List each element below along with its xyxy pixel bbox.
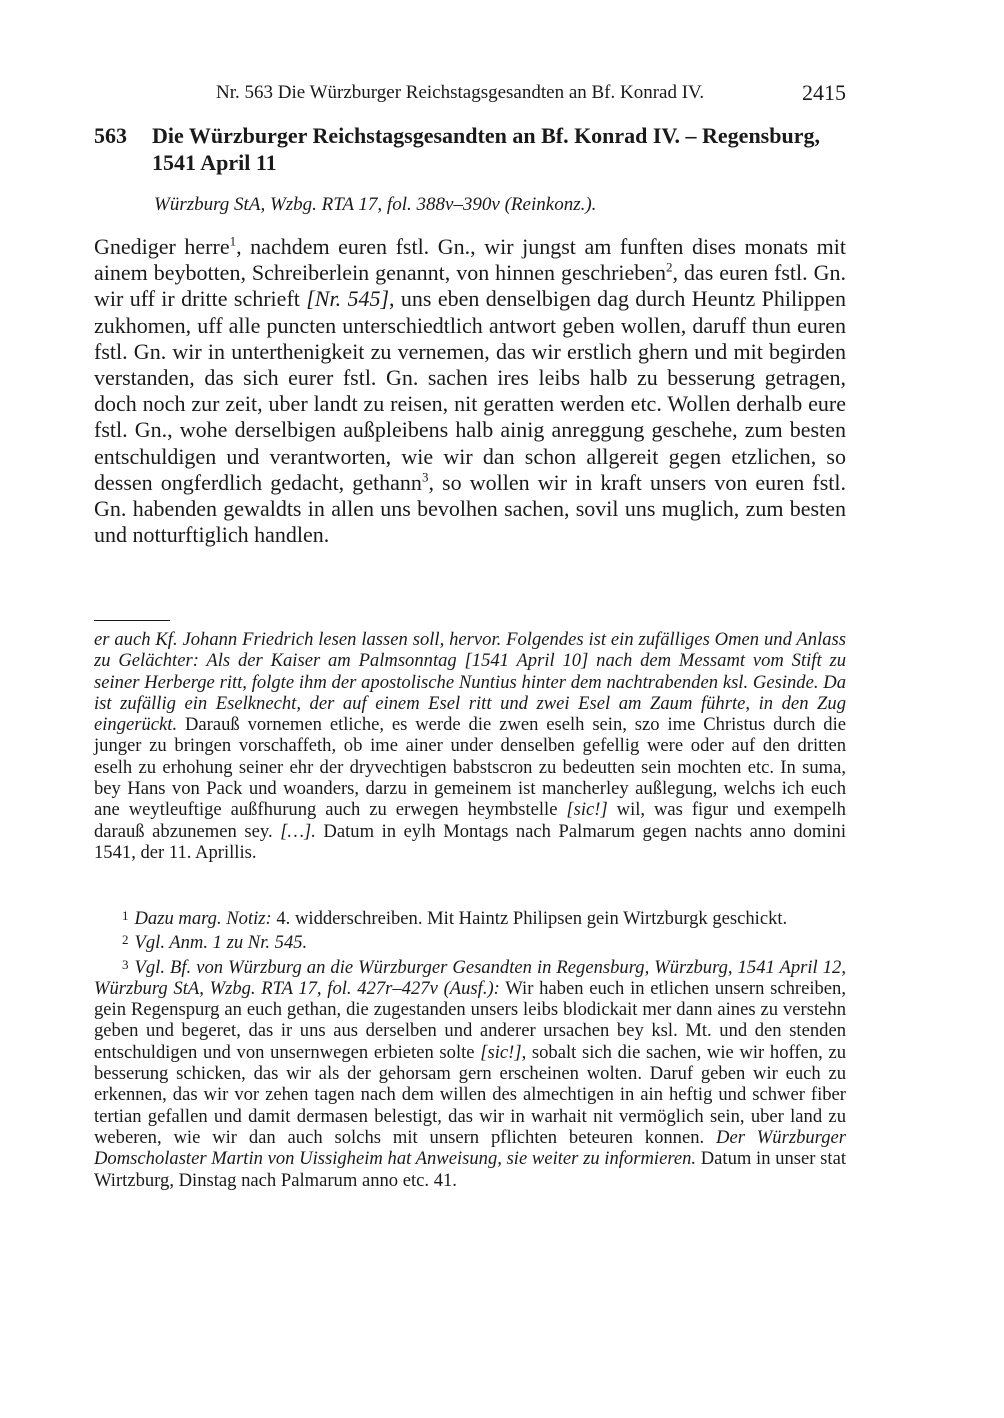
footnote-italic: Vgl. Bf. von Würzburg an die Würzburger Gesandten in Regensburg, Würzburg, 1541 April 12, Würzburg StA, Wzbg. RTA 17, fol. 427r–427v (Ausf.):: [94, 956, 846, 999]
footnote-text: , sobalt sich die sachen, wie wir hoffen, zu besserung schicken, das wir als der gehorsam gern erscheinen wolten. Daruf geben wir euch zu erkennen, das wir vor zehen tagen nach dem willen des almechtigen in ain heftig und schwer fiber tertian gefallen und damit dermasen belestigt, das wir in warhait nit vermöglich sein, uber land zu weberen, wie wir dan auch solchs mit unsern pflichten beteuren konnen.: [94, 1041, 846, 1148]
source-reference: Würzburg StA, Wzbg. RTA 17, fol. 388v–390v (Reinkonz.).: [154, 194, 597, 215]
footnote-text: Wir haben euch in etlichen unsern schreiben, gein Regenspurg an euch gethan, die zugestanden unsers leibs blodickait mer dann aines zu verstehn geben und begeret, das ir uns aus derselben und anderer ursachen bey ksl. Mt. und den stenden entschuldigen und von unsernwegen erbieten solte: [94, 977, 846, 1063]
running-title: Nr. 563 Die Würzburger Reichstagsgesandten an Bf. Konrad IV.: [216, 82, 705, 103]
footnote-1: [94, 905, 846, 929]
main-text-part: , so wollen wir in kraft unsers von euren fstl. Gn. habenden gewaldts in allen uns bevolhen sachen, sovil uns muglich, zum besten und notturftiglich handlen.: [94, 469, 846, 548]
document-title: Die Würzburger Reichstagsgesandten an Bf. Konrad IV. – Regensburg, 1541 April 11: [152, 123, 820, 175]
note-italic: er auch Kf. Johann Friedrich lesen lassen soll, hervor. Folgendes ist ein zufälliges Omen und Anlass zu Gelächter: Als der Kaiser am Palmsonntag [1541 April 10] nach dem Messamt vom Stift zu seiner Herberge ritt, folgte ihm der apostolische Nuntius hinter dem nachtrabenden ksl. Gesinde. Da ist zufällig ein Eselknecht, der auf einem Esel ritt und zwei Esel am Zaum führte, in den Zug eingerückt.: [94, 629, 846, 736]
footnote-italic: Dazu marg. Notiz:: [134, 908, 272, 929]
footnote-text: 4. widderschreiben. Mit Haintz Philipsen gein Wirtzburgk geschickt.: [271, 908, 788, 929]
document-number: 563: [94, 123, 127, 148]
footnote-italic: Der Würzburger Domscholaster Martin von Uissigheim hat Anweisung, sie weiter zu informieren.: [94, 1126, 846, 1170]
footnote-separator: [94, 620, 170, 621]
footnote-number: 3: [122, 956, 129, 972]
page-number: 2415: [802, 80, 846, 105]
sic-mark: [sic!]: [566, 799, 608, 821]
main-text-part: , nachdem euren fstl. Gn., wir jungst am funften dises monats mit ainem beybotten, Schreiberlein genannt, von hinnen geschrieben: [94, 234, 846, 286]
ellipsis-mark: […].: [280, 820, 316, 842]
main-text-part: , uns eben denselbigen dag durch Heuntz Philippen zukhomen, uff alle puncten unterschiedtlich antwort geben wollen, daruff thun euren fstl. Gn. wir in unterthenigkeit zu vernemen, das wir erstlich ghern und mit begirden verstanden, das sich eurer fstl. Gn. sachen ires leibs halb zu besserung getragen, doch noch zur zeit, uber landt zu reisen, nit geratten werden etc. Wollen derhalb eure fstl. Gn., wohe derselbigen außpleibens halb ainig anreggung geschehe, zum besten entschuldigen und verantworten, wie wir dan schon allgereit gegen etzlichen, so dessen ongferdlich gedacht, gethann: [94, 286, 846, 495]
footnote-marker-1[interactable]: 1: [229, 233, 237, 249]
footnote-marker-2[interactable]: 2: [666, 259, 673, 275]
continued-note: [94, 629, 846, 863]
main-text-part: Gnediger herre: [94, 234, 230, 259]
footnote-text: Datum in unser stat Wirtzburg, Dinstag nach Palmarum anno etc. 41.: [94, 1148, 846, 1191]
cross-reference: [Nr. 545]: [306, 286, 390, 312]
footnote-3: [94, 954, 846, 1191]
footnote-marker-3[interactable]: 3: [421, 469, 429, 485]
main-text-part: , das euren fstl. Gn. wir uff ir dritte schrieft: [94, 260, 846, 312]
footnotes: [94, 905, 846, 1191]
note-text: wil, was figur und exempelh darauß abzunemen sey.: [94, 799, 846, 842]
main-text: [94, 234, 846, 548]
footnote-2: [94, 929, 846, 953]
running-header: [94, 80, 846, 108]
footnote-number: 1: [122, 908, 129, 923]
sic-mark: [sic!]: [480, 1041, 522, 1063]
note-text: Darauß vornemen etliche, es werde die zwen eselh sein, szo ime Christus durch die junger zu bringen vorschaffeth, ob ime ainer under denselben gefellig were oder auf den dritten eselh zu erhohung seiner ehr der dryvechtigen babstscron zu bedeutten sein mochten etc. In suma, bey Hans von Pack und woanders, darzu in gemeinem ist mancherley außlegung, welchs ich euch ane weytleuftige außfhurung auch zu erwegen heymbstelle: [94, 714, 846, 821]
note-text: Datum in eylh Montags nach Palmarum gegen nachts anno domini 1541, der 11. Aprillis.: [94, 820, 846, 863]
footnote-number: 2: [122, 932, 129, 948]
footnote-italic: Vgl. Anm. 1 zu Nr. 545.: [134, 932, 308, 954]
document-heading: [94, 122, 846, 176]
